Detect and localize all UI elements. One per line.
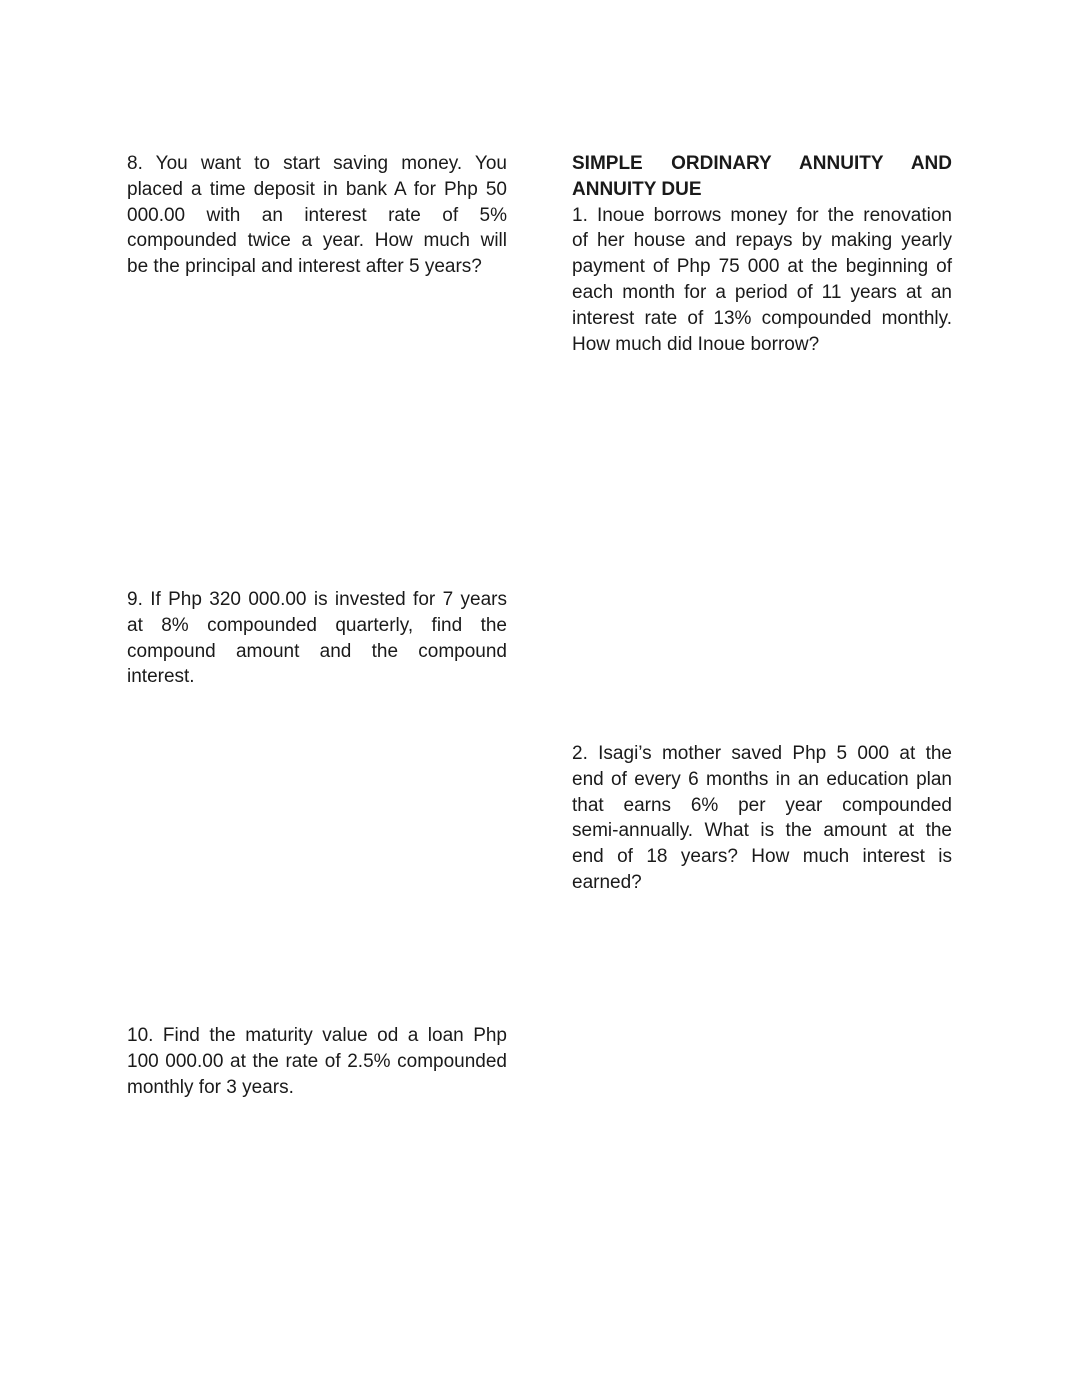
section-heading-line: SIMPLE ORDINARY ANNUITY AND	[572, 153, 952, 174]
question-8	[127, 151, 507, 280]
annuity-question-1-line: interest rate of 13% compounded monthly.	[572, 307, 952, 329]
question-9-line: at 8% compounded quarterly, find the	[127, 614, 507, 636]
question-8-line: placed a time deposit in bank A for Php 50	[127, 178, 507, 200]
annuity-question-1-line: payment of Php 75 000 at the beginning of	[572, 256, 952, 278]
annuity-question-2-line: semi-annually. What is the amount at the	[572, 820, 952, 842]
annuity-question-2-line: end of 18 years? How much interest is	[572, 846, 952, 868]
annuity-question-1-line: each month for a period of 11 years at an	[572, 281, 952, 303]
question-10-line: 10. Find the maturity value od a loan Php	[127, 1025, 507, 1046]
question-8-line: 000.00 with an interest rate of 5%	[127, 204, 507, 226]
section-heading	[572, 151, 952, 203]
question-9-line: 9. If Php 320 000.00 is invested for 7 years	[127, 589, 507, 610]
question-10	[127, 1023, 507, 1100]
annuity-question-1-line: 1. Inoue borrows money for the renovation	[572, 204, 952, 226]
annuity-question-2-line: that earns 6% per year compounded	[572, 794, 952, 816]
question-10-line: 100 000.00 at the rate of 2.5% compounded	[127, 1050, 507, 1072]
question-8-line: 8. You want to start saving money. You	[127, 153, 507, 174]
annuity-question-1-line: of her house and repays by making yearly	[572, 230, 952, 252]
annuity-question-1-line: How much did Inoue borrow?	[572, 333, 820, 355]
section-heading-line: ANNUITY DUE	[572, 178, 702, 200]
annuity-question-1	[572, 203, 952, 358]
annuity-question-2-line: 2. Isagi’s mother saved Php 5 000 at the	[572, 743, 952, 764]
annuity-question-2-line: end of every 6 months in an education plan	[572, 768, 952, 790]
question-8-line: be the principal and interest after 5 years?	[127, 256, 482, 278]
annuity-question-2-line: earned?	[572, 871, 642, 893]
question-10-line: monthly for 3 years.	[127, 1076, 294, 1098]
question-9-line: interest.	[127, 666, 195, 688]
annuity-section	[572, 151, 952, 357]
question-9	[127, 587, 507, 690]
question-9-line: compound amount and the compound	[127, 640, 507, 662]
question-8-line: compounded twice a year. How much will	[127, 230, 507, 252]
annuity-question-2	[572, 741, 952, 896]
